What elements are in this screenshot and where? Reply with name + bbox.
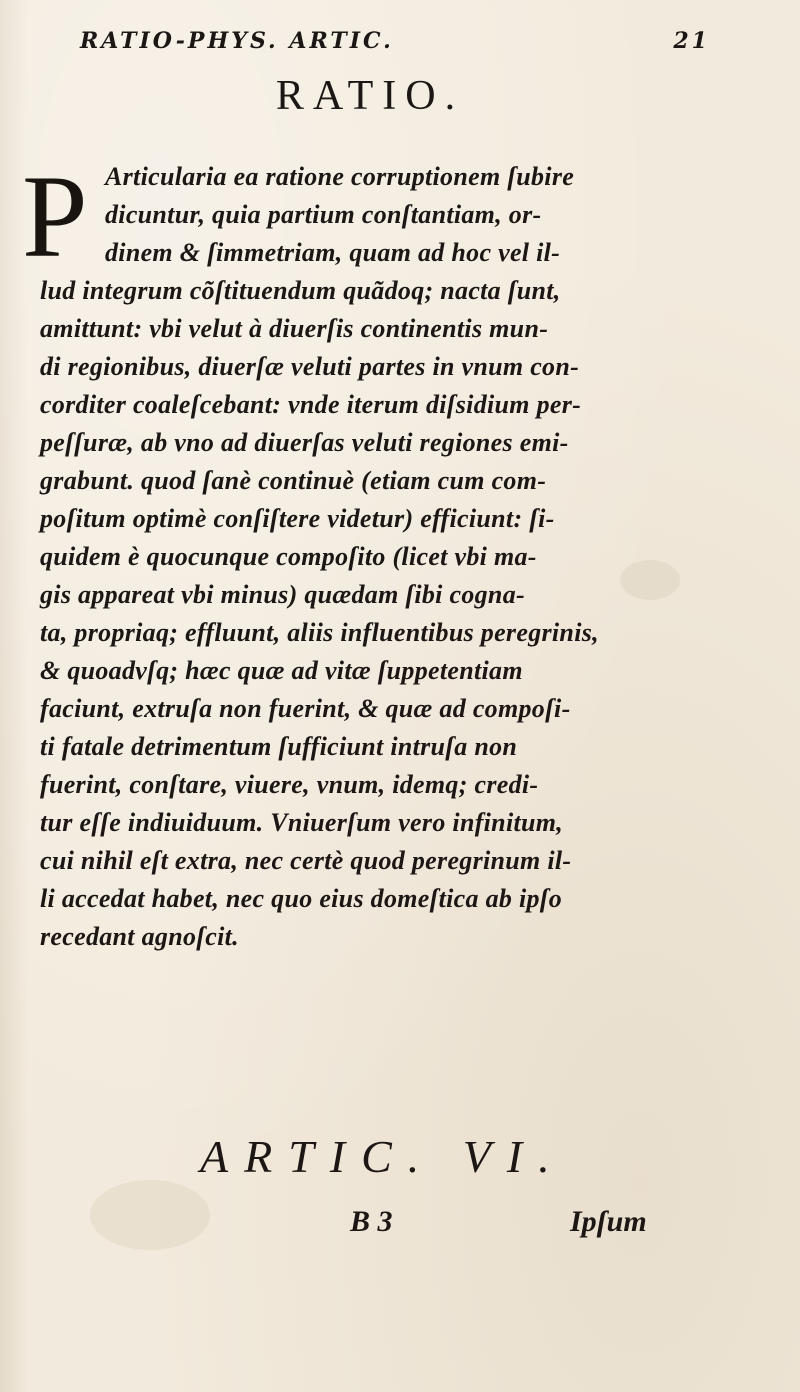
text-line: li accedat habet, nec quo eius domeſtica ab ipſo: [40, 884, 563, 913]
text-line: grabunt. quod ſanè continuè (etiam cum com-: [40, 466, 547, 495]
article-heading: ARTIC. VI.: [200, 1131, 566, 1182]
text-line: amittunt: vbi velut à diuerſis continentis mun-: [40, 314, 549, 343]
text-line: corditer coaleſcebant: vnde iterum diſsidium per-: [40, 390, 582, 419]
section-title: RATIO.: [275, 73, 465, 119]
text-line: peſſuræ, ab vno ad diuerſas veluti regiones emi-: [40, 428, 569, 457]
text-line: dinem & ſimmetriam, quam ad hoc vel il-: [105, 238, 561, 267]
text-line: & quoadvſq; hæc quæ ad vitæ ſuppetentiam: [40, 656, 523, 685]
text-line: poſitum optimè conſiſtere videtur) efficiunt: ſi-: [40, 504, 555, 533]
page-number: 21: [673, 28, 710, 54]
text-line: dicuntur, quia partium conſtantiam, or-: [105, 200, 542, 229]
drop-cap: P: [22, 151, 88, 282]
text-line: quidem è quocunque compoſito (licet vbi ma-: [40, 542, 537, 571]
running-head: [70, 22, 710, 62]
text-line: ti fatale detrimentum ſufficiunt intruſa non: [40, 732, 518, 761]
running-head-title: RATIO-PHYS. ARTIC.: [80, 28, 394, 54]
text-line: tur eſſe indiuiduum. Vniuerſum vero infinitum,: [40, 808, 564, 837]
paper-stain: [90, 1180, 210, 1250]
catchword: Ipſum: [570, 1205, 647, 1238]
text-line: cui nihil eſt extra, nec certè quod peregrinum il-: [40, 846, 572, 875]
text-line: di regionibus, diuerſæ veluti partes in vnum con-: [40, 352, 580, 381]
text-line: faciunt, extruſa non fuerint, & quæ ad compoſi-: [40, 694, 571, 723]
text-line: Articularia ea ratione corruptionem ſubire: [105, 162, 575, 191]
text-line: lud integrum cõſtituendum quãdoq; nacta ſunt,: [40, 276, 561, 305]
text-line: gis appareat vbi minus) quædam ſibi cogna-: [40, 580, 525, 609]
paper-stain: [620, 560, 680, 600]
text-line: fuerint, conſtare, viuere, vnum, idemq; credi-: [40, 770, 539, 799]
text-line: ta, propriaq; effluunt, aliis influentibus peregrinis,: [40, 618, 599, 647]
signature-mark: B 3: [350, 1205, 393, 1238]
text-line: recedant agnoſcit.: [40, 922, 239, 951]
